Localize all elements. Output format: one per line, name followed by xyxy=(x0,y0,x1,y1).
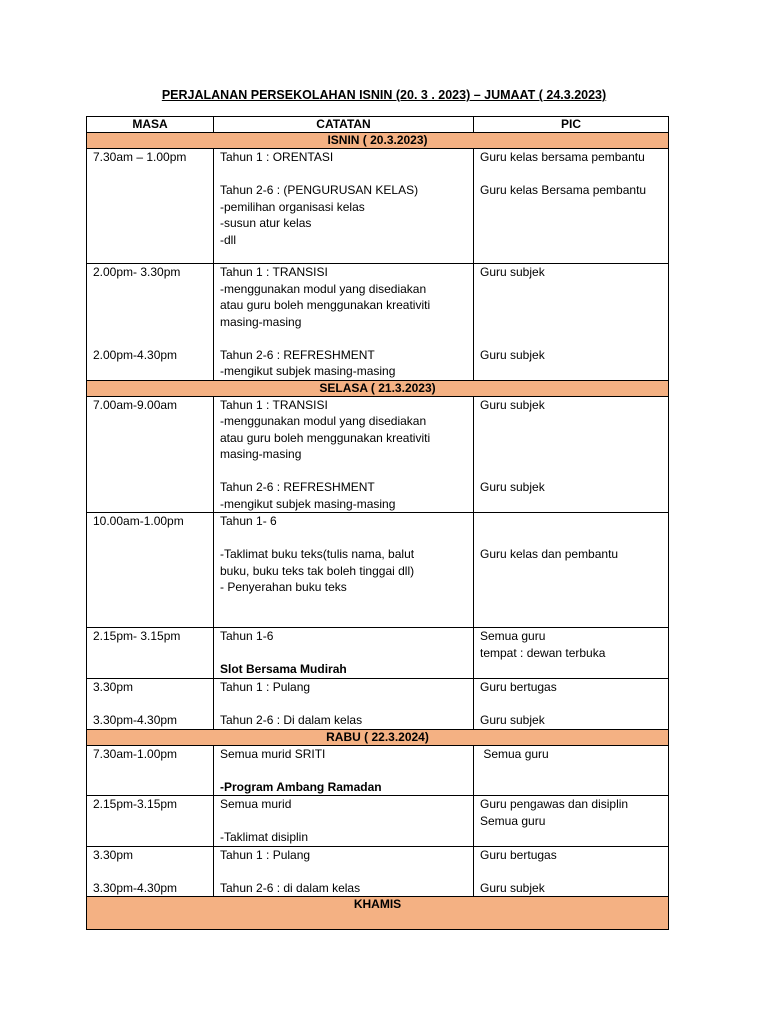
table-row xyxy=(87,745,669,796)
catatan-cell: Tahun 1 : Pulang Tahun 2-6 : Di dalam kelas xyxy=(214,679,474,730)
catatan-cell: Tahun 1 : Pulang Tahun 2-6 : di dalam kelas xyxy=(214,846,474,897)
catatan-cell: Tahun 1 : TRANSISI -menggunakan modul yang disediakan atau guru boleh menggunakan kreativiti masing-masing Tahun 2-6 : REFRESHMENT -mengikut subjek masing-masing xyxy=(214,396,474,513)
day-label: SELASA ( 21.3.2023) xyxy=(87,380,669,396)
day-row-selasa xyxy=(87,380,669,396)
document-title: PERJALANAN PERSEKOLAHAN ISNIN (20. 3 . 2023) – JUMAAT ( 24.3.2023) xyxy=(161,88,607,102)
catatan-cell: Tahun 1- 6 -Taklimat buku teks(tulis nama, balut buku, buku teks tak boleh tinggai dll) - Penyerahan buku teks xyxy=(214,513,474,628)
masa-cell: 7.30am-1.00pm xyxy=(87,745,214,796)
table-row xyxy=(87,396,669,513)
pic-cell: Guru bertugas Guru subjek xyxy=(474,846,669,897)
table-row xyxy=(87,679,669,730)
catatan-cell: Tahun 1-6 Slot Bersama Mudirah xyxy=(214,628,474,679)
masa-cell: 7.30am – 1.00pm xyxy=(87,149,214,264)
table-row xyxy=(87,796,669,847)
catatan-cell: Tahun 1 : TRANSISI -menggunakan modul yang disediakan atau guru boleh menggunakan kreativiti masing-masing Tahun 2-6 : REFRESHMENT -mengikut subjek masing-masing xyxy=(214,264,474,381)
catatan-cell: Semua murid SRITI -Program Ambang Ramadan xyxy=(214,745,474,796)
pic-cell: Guru bertugas Guru subjek xyxy=(474,679,669,730)
masa-cell: 3.30pm 3.30pm-4.30pm xyxy=(87,846,214,897)
masa-cell: 2.15pm-3.15pm xyxy=(87,796,214,847)
masa-cell: 2.15pm- 3.15pm xyxy=(87,628,214,679)
pic-cell: Guru kelas dan pembantu xyxy=(474,513,669,628)
header-masa: MASA xyxy=(87,117,214,133)
header-pic: PIC xyxy=(474,117,669,133)
pic-cell: Semua guru tempat : dewan terbuka xyxy=(474,628,669,679)
pic-cell: Guru kelas bersama pembantu Guru kelas Bersama pembantu xyxy=(474,149,669,264)
masa-cell: 7.00am-9.00am xyxy=(87,396,214,513)
masa-cell: 2.00pm- 3.30pm 2.00pm-4.30pm xyxy=(87,264,214,381)
catatan-cell: Semua murid -Taklimat disiplin xyxy=(214,796,474,847)
table-row xyxy=(87,628,669,679)
day-row-isnin xyxy=(87,133,669,149)
day-label: RABU ( 22.3.2024) xyxy=(87,729,669,745)
catatan-cell: Tahun 1 : ORENTASI Tahun 2-6 : (PENGURUSAN KELAS) -pemilihan organisasi kelas -susun atur kelas -dll xyxy=(214,149,474,264)
table-row xyxy=(87,513,669,628)
header-catatan: CATATAN xyxy=(214,117,474,133)
day-row-khamis xyxy=(87,897,669,930)
pic-cell: Guru pengawas dan disiplin Semua guru xyxy=(474,796,669,847)
schedule-table xyxy=(86,116,669,930)
pic-cell: Guru subjek Guru subjek xyxy=(474,264,669,381)
pic-cell: Guru subjek Guru subjek xyxy=(474,396,669,513)
table-row xyxy=(87,264,669,381)
day-label: ISNIN ( 20.3.2023) xyxy=(87,133,669,149)
pic-cell: Semua guru xyxy=(474,745,669,796)
table-row xyxy=(87,149,669,264)
masa-cell: 10.00am-1.00pm xyxy=(87,513,214,628)
masa-cell: 3.30pm 3.30pm-4.30pm xyxy=(87,679,214,730)
day-row-rabu xyxy=(87,729,669,745)
table-header-row xyxy=(87,117,669,133)
day-label: KHAMIS xyxy=(87,897,669,930)
table-row xyxy=(87,846,669,897)
